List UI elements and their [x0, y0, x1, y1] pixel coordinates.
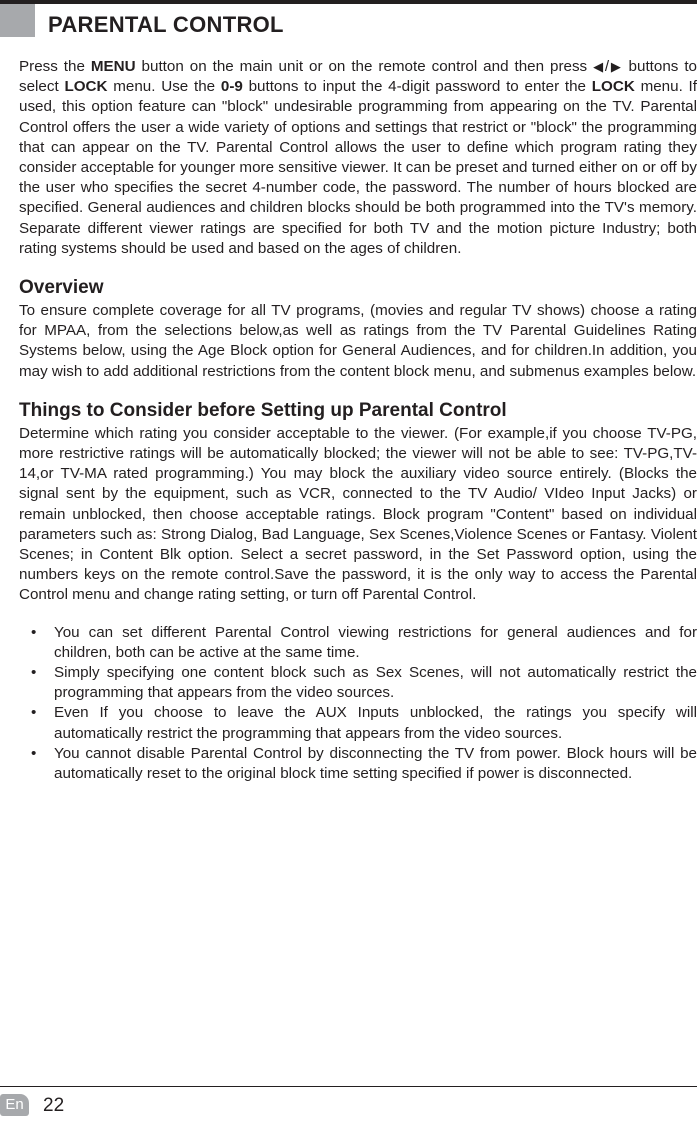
overview-paragraph: To ensure complete coverage for all TV programs, (movies and regular TV shows) choose a rating for MPAA, from the selections below,as well as ratings from the TV Parental Guidelines Rating Systems below, using the Age Block option for General Audiences, and for children.In addition, you may wish to add additional restrictions from the content block menu, and submenus examples below. [19, 302, 697, 380]
overview-heading: Overview [19, 277, 104, 299]
bullet-icon: • [31, 623, 37, 641]
page-title: PARENTAL CONTROL [48, 12, 284, 37]
lock-menu-name-2: LOCK [591, 78, 635, 96]
list-item: • You can set different Parental Control viewing restrictions for general audiences and for children, both can be active at the same time. [31, 623, 697, 661]
considerations-paragraph: Determine which rating you consider acceptable to the viewer. (For example,if you choose TV-PG, more restrictive ratings will be automatically blocked; the viewer will not be able to see: TV-PG,TV-14,or TV-MA rated programming.) You may block the auxiliary video source entirely. (Blocks the signal sent by the equipment, such as VCR, connected to the TV Audio/ VIdeo Input Jacks) or remain unblocked, then choose acceptable ratings. Block program "Content" based on individual parameters such as: Strong Dialog, Bad Language, Sex Scenes,Violence Scenes or Fantasy. Violent Scenes; in Content Blk option. Select a secret password, in the Set Password option, using the numbers keys on the remote control.Save the password, it is the only way to access the Parental Control menu and change rating setting, or turn off Parental Control. [19, 424, 697, 604]
language-badge: En [0, 1094, 29, 1116]
list-item: • You cannot disable Parental Control by disconnecting the TV from power. Block hours will be automatically reset to the original block time setting specified if power is disconnected. [31, 744, 697, 783]
bullet-icon: • [31, 664, 37, 682]
list-item: • Simply specifying one content block such as Sex Scenes, will not automatically restrict the programming that appears from the video sources. [31, 664, 697, 702]
lock-menu-name: LOCK [64, 78, 108, 96]
list-item: • Even If you choose to leave the AUX Inputs unblocked, the ratings you specify will automatically restrict the programming that appears from the video sources. [31, 704, 697, 742]
footer-rule [0, 1086, 697, 1087]
right-arrow-icon: ▶ [609, 59, 623, 74]
intro-paragraph: Press the MENU button on the main unit or on the remote control and then press ◀/▶ buttons to select LOCK menu. Use the 0-9 buttons to input the 4-digit password to enter the LOCK menu. If used, this option feature can "block" undesirable programming from appearing on the TV. Parental Control offers the user a wide variety of options and settings that restrict or "block" the programming that can appear on the TV. Parental Control allows the user to define which program rating they consider acceptable for younger more sensitive viewer. It can be preset and turned either on or off by the user who specifies the secret 4-number code, the password. The number of hours blocked are specified. General audiences and children blocks should be both programmed into the TV's memory. Separate different viewer ratings are specified for both TV and the motion picture Industry; both rating systems should be used and based on the ages of children. [19, 58, 697, 257]
number-buttons-name: 0-9 [220, 78, 243, 96]
bullet-icon: • [31, 744, 37, 762]
section-marker [0, 4, 35, 37]
menu-button-name: MENU [90, 58, 136, 75]
top-rule [0, 0, 697, 4]
bullet-icon: • [31, 704, 37, 722]
page-content [19, 57, 697, 784]
left-arrow-icon: ◀ [593, 59, 605, 74]
page-number: 22 [43, 1095, 65, 1116]
considerations-list [19, 623, 697, 785]
considerations-heading: Things to Consider before Setting up Parental Control [19, 399, 507, 421]
